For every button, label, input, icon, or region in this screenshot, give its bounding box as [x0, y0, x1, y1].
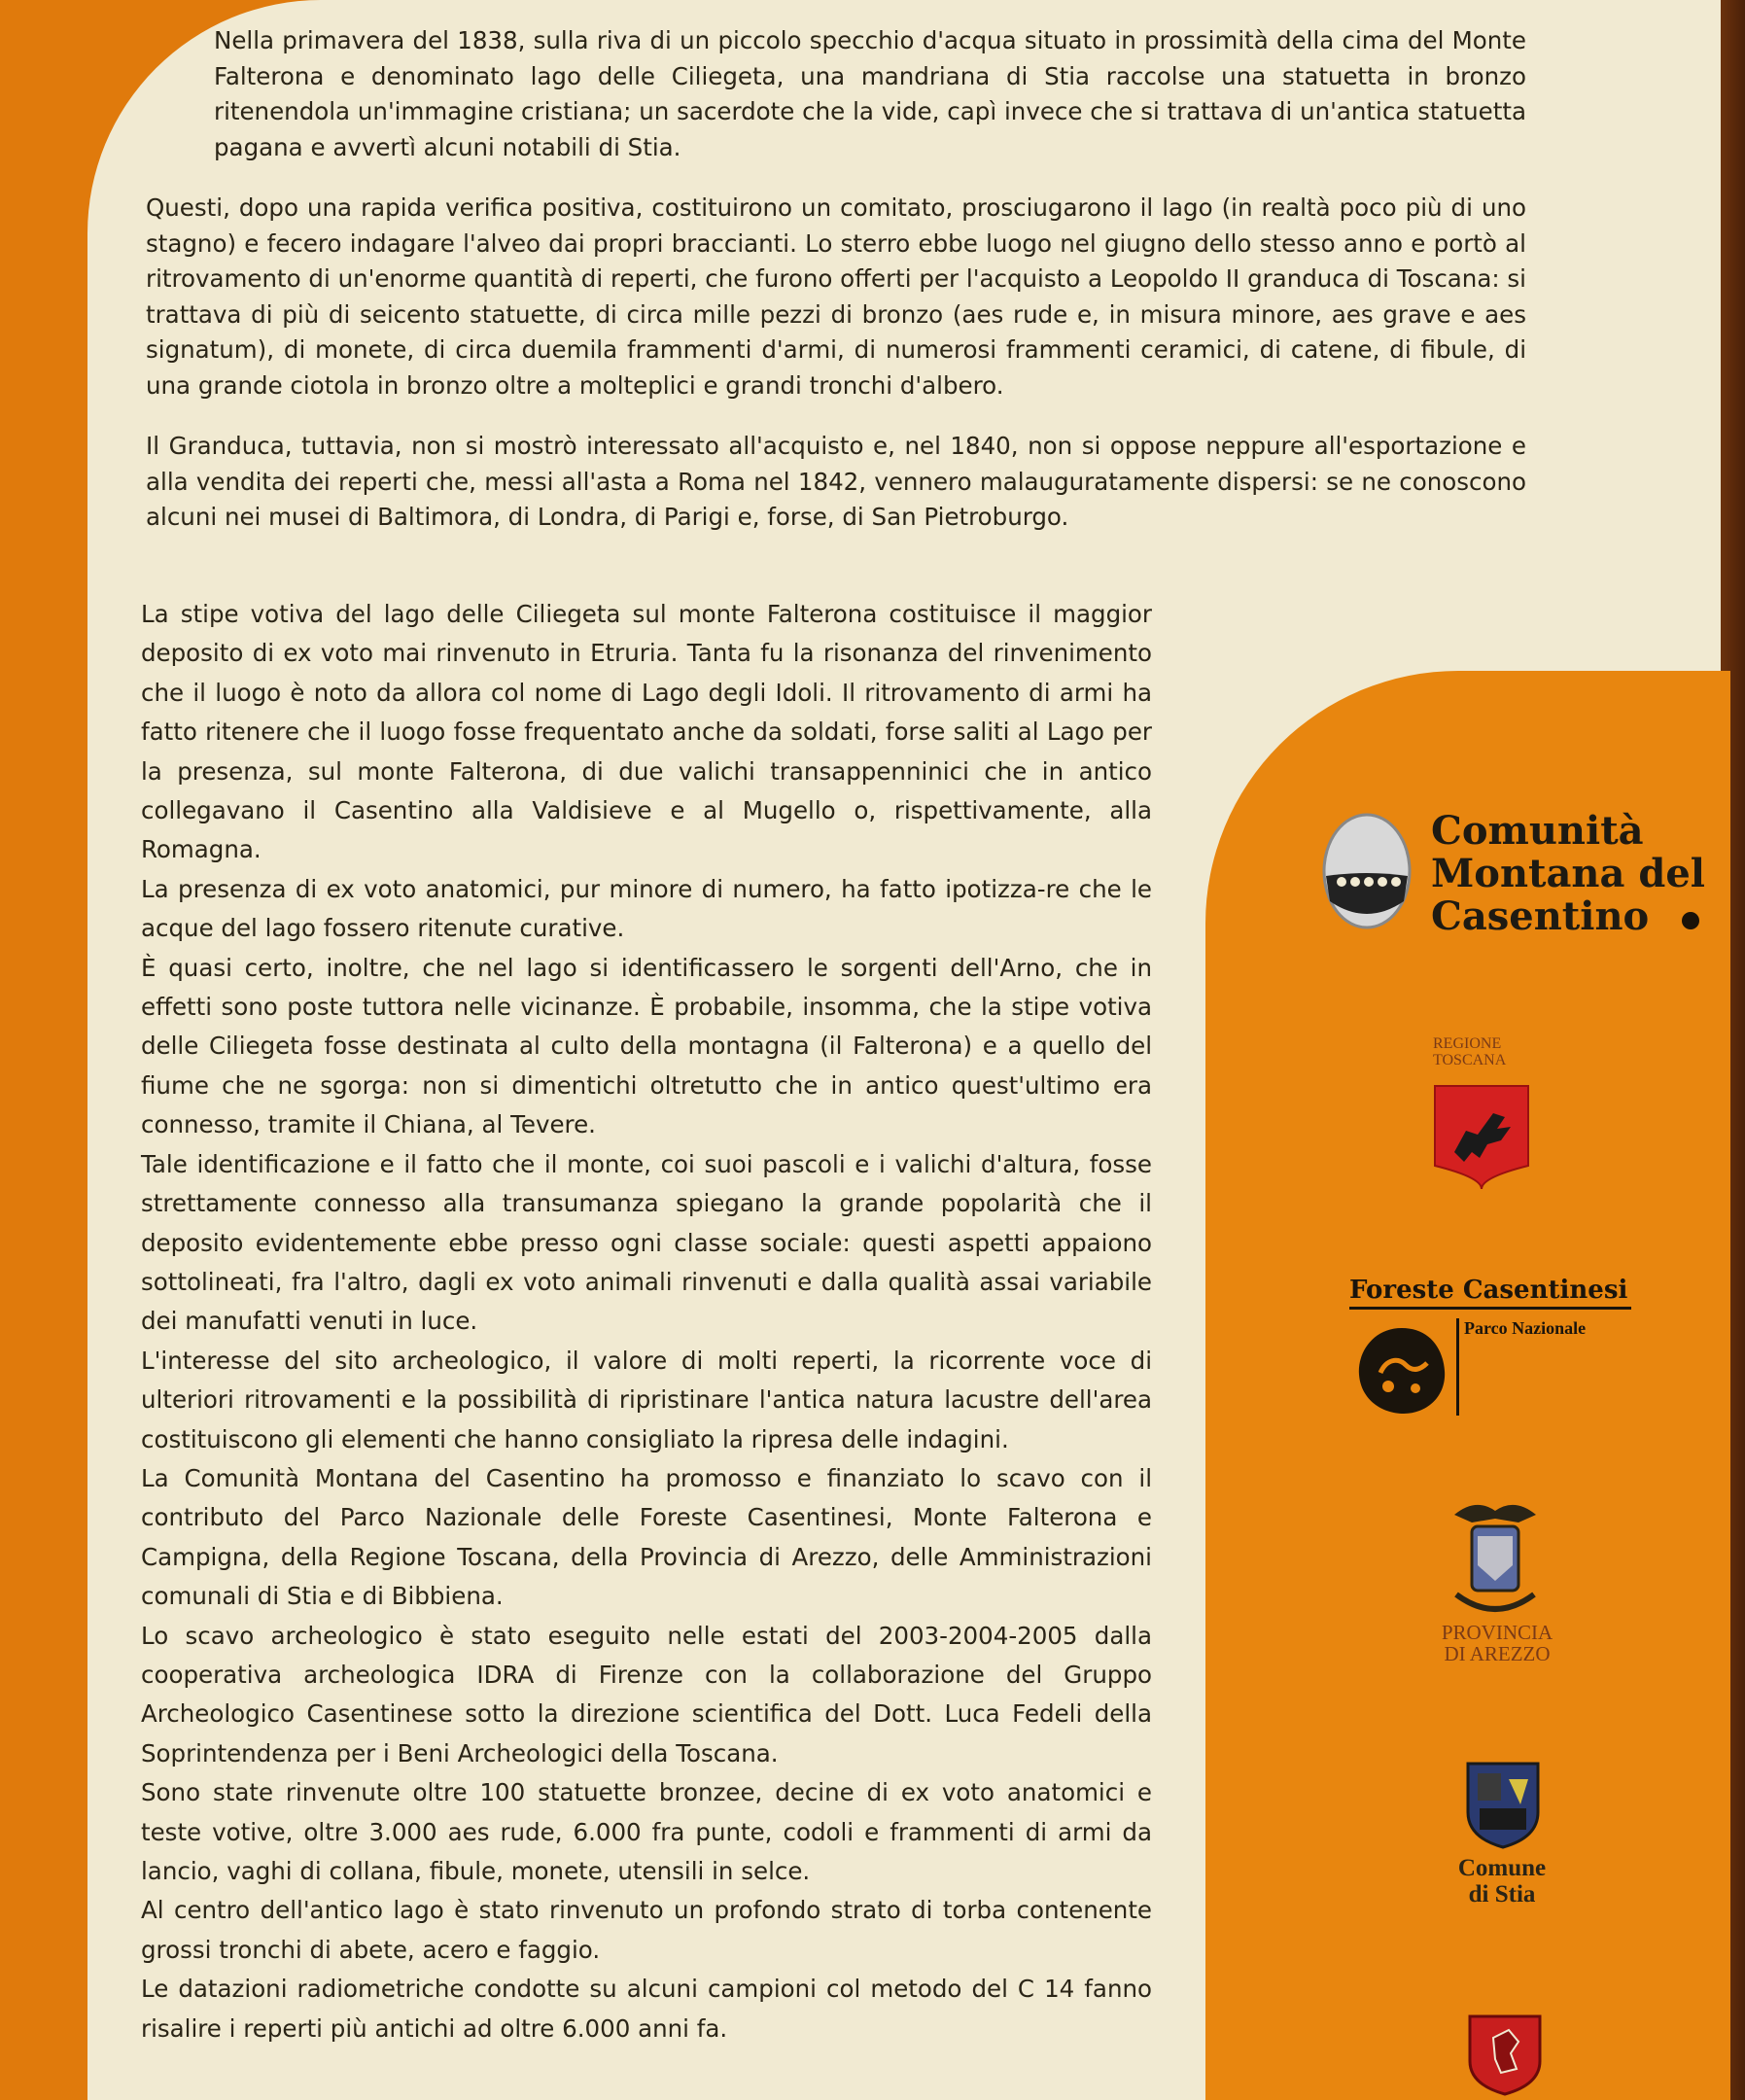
comunita-line3: Casentino: [1431, 893, 1650, 939]
column-text: [141, 595, 1152, 2048]
pegasus-shield-icon: [1433, 1084, 1530, 1191]
comunita-line1: Comunità: [1431, 808, 1644, 854]
paragraph-stipe-votiva: La stipe votiva del lago delle Ciliegeta sul monte Falterona costituisce il maggior deposito di ex voto mai rinvenuto in Etruria. Tanta fu la risonanza del rinvenimento che il luogo è noto da allora col nome di Lago degli Idoli. Il ritrovamento di armi ha fatto ritenere che il luogo fosse frequentato anche da soldati, forse saliti al Lago per la presenza, sul monte Falterona, di due valichi transappenninici che in antico collegavano il Casentino alla Valdisieve e al Mugello o, rispettivamente, alla Romagna.: [141, 600, 1152, 864]
intro-text: [146, 23, 1526, 561]
regione-line1: REGIONE: [1433, 1035, 1502, 1052]
comunita-montana-emblem-icon: [1322, 812, 1412, 930]
paragraph-datazioni: Le datazioni radiometriche condotte su alcuni campioni col metodo del C 14 fanno risalire i reperti più antichi ad oltre 6.000 anni fa.: [141, 1975, 1152, 2043]
stia-line1: Comune: [1457, 1855, 1547, 1881]
provincia-line1: PROVINCIA: [1441, 1621, 1553, 1644]
stia-coat-of-arms-icon: [1464, 1760, 1542, 1849]
paragraph-scavo: Lo scavo archeologico è stato eseguito nelle estati del 2003-2004-2005 dalla cooperativa archeologica IDRA di Firenze con la collaborazione del Gruppo Archeologico Casentinese sotto la direzione scientifica del Dott. Luca Fedeli della Soprintendenza per i Beni Archeologici della Toscana.: [141, 1621, 1152, 1768]
logo-foreste-casentinesi: [1349, 1276, 1631, 1421]
foreste-subtitle: Parco Nazionale: [1464, 1318, 1587, 1338]
logo-comune-stia: [1429, 1760, 1575, 1925]
paragraph-ex-voto-anatomici: La presenza di ex voto anatomici, pur minore di numero, ha fatto ipotizza-re che le acque del lago fossero ritenute curative.: [141, 874, 1152, 943]
paragraph-interesse-sito: L'interesse del sito archeologico, il valore di molti reperti, la ricorrente voce di ulteriori ritrovamenti e la possibilità di ripristinare l'antica natura lacustre dell'area costituiscono gli elementi che hanno consigliato la ripresa delle indagini.: [141, 1346, 1152, 1453]
provincia-coat-of-arms-icon: [1447, 1497, 1544, 1624]
paragraph-transumanza: Tale identificazione e il fatto che il monte, coi suoi pascoli e i valichi d'altura, fosse strettamente connesso alla transumanza spiegano la grande popolarità che il deposito evidentemente ebbe presso ogni classe sociale: questi aspetti appaiono sottolineati, fra l'altro, dagli ex voto animali rinvenuti e dalla qualità assai variabile dei manufatti venuti in luce.: [141, 1149, 1152, 1336]
paragraph-rinvenimenti: Sono state rinvenute oltre 100 statuette bronzee, decine di ex voto anatomici e teste votive, oltre 3.000 aes rude, 6.000 fra punte, codoli e frammenti di armi da lancio, vaghi di collana, fibule, monete, utensili in selce.: [141, 1778, 1152, 1885]
paragraph-excavation-1838: Questi, dopo una rapida verifica positiva, costituirono un comitato, prosciugarono il lago (in realtà poco più di uno stagno) e fecero indagare l'alveo dai propri braccianti. Lo sterro ebbe luogo nel giugno dello stesso anno e portò al ritrovamento di un'enorme quantità di reperti, che furono offerti per l'acquisto a Leopoldo II granduca di Toscana: si trattava di più di seicento statuette, di circa mille pezzi di bronzo (aes rude e, in misura minore, aes grave e aes signatum), di monete, di circa duemila frammenti d'armi, di numerosi frammenti ceramici, di catene, di fibule, di una grande ciotola in bronzo oltre a molteplici e grandi tronchi d'albero.: [146, 193, 1526, 400]
salamander-leaf-icon: [1353, 1324, 1450, 1418]
paragraph-finanziamento: La Comunità Montana del Casentino ha promosso e finanziato lo scavo con il contributo del Parco Nazionale delle Foreste Casentinesi, Monte Falterona e Campigna, della Regione Toscana, della Provincia di Arezzo, delle Amministrazioni comunali di Stia e di Bibbiena.: [141, 1463, 1152, 1611]
mounting-screw: [1682, 912, 1699, 929]
regione-line2: TOSCANA: [1433, 1052, 1507, 1068]
stia-line2: di Stia: [1468, 1881, 1536, 1908]
logo-comunita-montana: [1322, 808, 1705, 939]
paragraph-granduca: Il Granduca, tuttavia, non si mostrò interessato all'acquisto e, nel 1840, non si oppose neppure all'esportazione e alla vendita dei reperti che, messi all'asta a Roma nel 1842, vennero malauguratamente dispersi: se ne conoscono alcuni nei musei di Baltimora, di Londra, di Parigi e, forse, di San Pietroburgo.: [146, 432, 1526, 531]
provincia-line2: DI AREZZO: [1444, 1642, 1551, 1665]
paragraph-sorgenti-arno: È quasi certo, inoltre, che nel lago si identificassero le sorgenti dell'Arno, che in effetti sono poste tuttora nelle vicinanze. È probabile, insomma, che la stipe votiva delle Ciliegeta fosse destinata al culto della montagna (il Falterona) e a quello del fiume che ne sgorga: non si dimentichi oltretutto che in antico quest'ultimo era connesso, tramite il Chiana, al Tevere.: [141, 953, 1152, 1139]
bibbiena-shield-icon: [1466, 2012, 1544, 2096]
foreste-title: Foreste Casentinesi: [1349, 1276, 1631, 1310]
logo-regione-toscana: [1429, 1035, 1536, 1191]
paragraph-discovery: Nella primavera del 1838, sulla riva di un piccolo specchio d'acqua situato in prossimità della cima del Monte Falterona e denominato lago delle Ciliegeta, una mandriana di Stia raccolse una statuetta in bronzo ritenendola un'immagine cristiana; un sacerdote che la vide, capì invece che si trattava di un'antica statuetta pagana e avvertì alcuni notabili di Stia.: [214, 26, 1526, 161]
paragraph-torba: Al centro dell'antico lago è stato rinvenuto un profondo strato di torba contenente grossi tronchi di abete, acero e faggio.: [141, 1896, 1152, 1964]
comunita-line2: Montana del: [1431, 851, 1705, 896]
logo-provincia-arezzo: [1419, 1497, 1575, 1672]
